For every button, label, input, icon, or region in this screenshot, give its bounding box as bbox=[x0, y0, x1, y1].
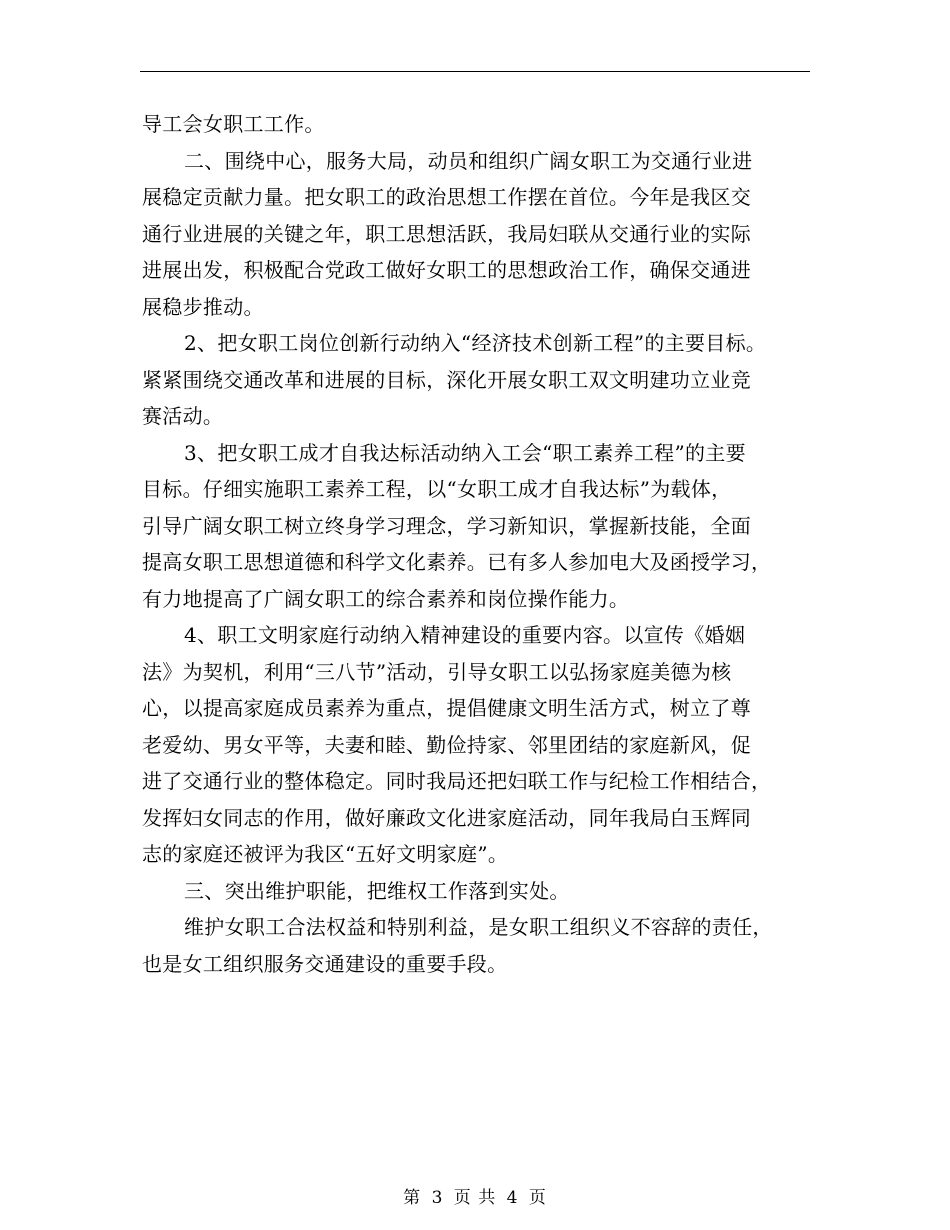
text-line: 导工会女职工工作。 bbox=[142, 112, 325, 136]
text-line: 展稳定贡献力量。把女职工的政治思想工作摆在首位。今年是我区交 bbox=[142, 185, 751, 209]
text-line: 4、职工文明家庭行动纳入精神建设的重要内容。以宣传《婚姻 bbox=[184, 623, 746, 647]
text-line: 通行业进展的关键之年，职工思想活跃，我局妇联从交通行业的实际 bbox=[142, 221, 751, 246]
footer-suffix: 页 bbox=[528, 1188, 547, 1208]
text-line: 也是女工组织服务交通建设的重要手段。 bbox=[142, 951, 508, 976]
footer-prefix: 第 bbox=[403, 1188, 422, 1208]
text-line: 有力地提高了广阔女职工的综合素养和岗位操作能力。 bbox=[142, 586, 630, 611]
footer-total-pages: 4 bbox=[506, 1188, 519, 1208]
footer-middle: 页 共 bbox=[453, 1188, 497, 1208]
footer-page-number: 3 bbox=[431, 1188, 444, 1208]
text-line: 进展出发，积极配合党政工做好女职工的思想政治工作，确保交通进 bbox=[142, 258, 751, 282]
text-line: 维护女职工合法权益和特别利益，是女职工组织义不容辞的责任， bbox=[184, 915, 773, 939]
text-line: 心，以提高家庭成员素养为重点，提倡健康文明生活方式，树立了尊 bbox=[142, 696, 751, 720]
text-line: 法》为契机，利用“三八节”活动，引导女职工以弘扬家庭美德为核 bbox=[142, 659, 732, 684]
text-line: 展稳步推动。 bbox=[142, 294, 264, 319]
text-line: 三、突出维护职能，把维权工作落到实处。 bbox=[184, 878, 570, 903]
text-line: 赛活动。 bbox=[142, 404, 224, 428]
page-footer bbox=[0, 1183, 950, 1208]
text-line: 3、把女职工成才自我达标活动纳入工会“职工素养工程”的主要 bbox=[184, 440, 746, 465]
document-body bbox=[142, 106, 822, 982]
text-line: 目标。仔细实施职工素养工程，以“女职工成才自我达标”为载体， bbox=[142, 477, 732, 501]
text-line: 发挥妇女同志的作用，做好廉政文化进家庭活动，同年我局白玉辉同 bbox=[142, 805, 751, 830]
text-line: 2、把女职工岗位创新行动纳入“经济技术创新工程”的主要目标。 bbox=[184, 331, 767, 355]
text-line: 引导广阔女职工树立终身学习理念，学习新知识，掌握新技能，全面 bbox=[142, 513, 751, 538]
text-line: 紧紧围绕交通改革和进展的目标，深化开展女职工双文明建功立业竞 bbox=[142, 367, 751, 392]
text-line: 志的家庭还被评为我区“五好文明家庭”。 bbox=[142, 842, 509, 866]
text-line: 进了交通行业的整体稳定。同时我局还把妇联工作与纪检工作相结合， bbox=[142, 769, 772, 793]
text-line: 二、围绕中心，服务大局，动员和组织广阔女职工为交通行业进 bbox=[184, 148, 753, 173]
text-line: 提高女职工思想道德和科学文化素养。已有多人参加电大及函授学习， bbox=[142, 550, 772, 574]
header-rule bbox=[140, 71, 810, 72]
text-line: 老爱幼、男女平等，夫妻和睦、勤俭持家、邻里团结的家庭新风，促 bbox=[142, 732, 751, 757]
